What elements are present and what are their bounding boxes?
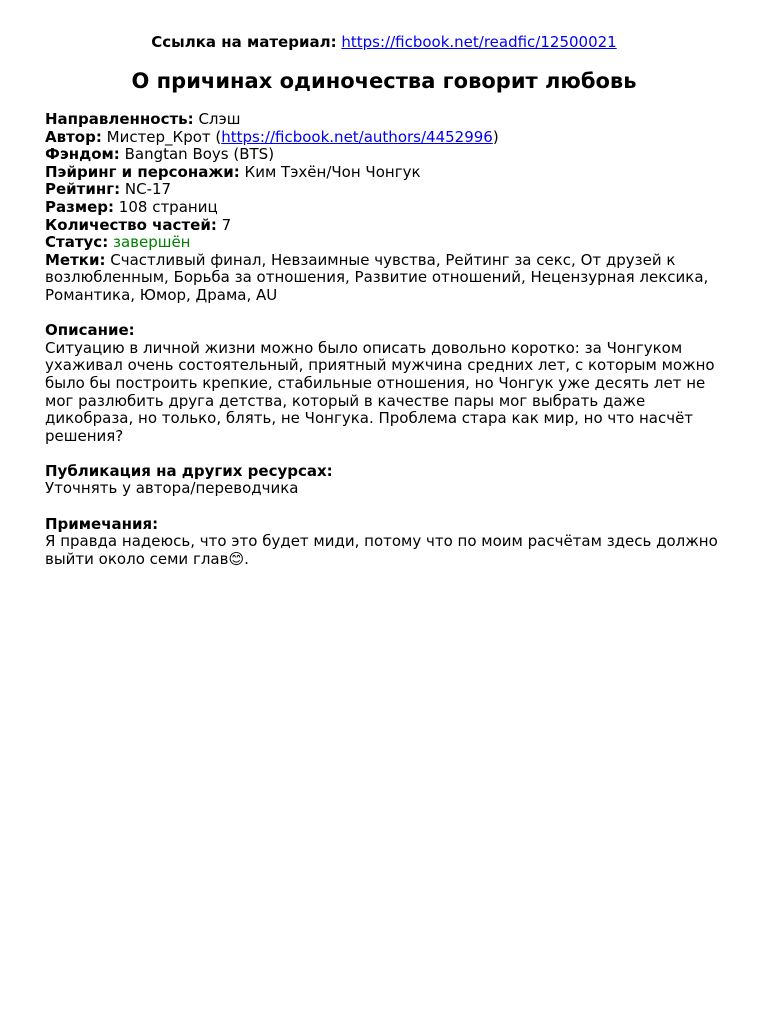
direction-label: Направленность:: [45, 110, 194, 128]
notes-text: Я правда надеюсь, что это будет миди, потому что по моим расчётам здесь должно выйти около семи глав😊.: [45, 532, 718, 568]
fandom-row: [45, 146, 725, 164]
publication-section: [45, 463, 725, 498]
author-paren-open: (: [210, 127, 222, 146]
parts-label: Количество частей:: [45, 215, 217, 234]
tags-row: [45, 252, 725, 305]
parts-row: [45, 217, 725, 235]
status-label: Статус:: [45, 233, 109, 252]
size-row: [45, 199, 725, 217]
page-title: О причинах одиночества говорит любовь: [131, 69, 637, 93]
direction-value: Слэш: [198, 110, 241, 128]
rating-row: [45, 181, 725, 199]
status-value: завершён: [112, 233, 191, 252]
pairing-row: [45, 164, 725, 182]
source-line: [0, 33, 768, 51]
description-text: Ситуацию в личной жизни можно было описать довольно коротко: за Чонгуком ухаживал очень состоятельный, приятный мужчина средних лет, с которым можно было бы построить крепкие, стабильные отношения, но Чонгук уже десять лет не мог разлюбить друга детства, который в качестве пары мог выбрать даже дикобраза, но только, блять, не Чонгука. Проблема стара как мир, но что насчёт решения?: [45, 338, 715, 445]
rating-value: NC-17: [124, 180, 172, 199]
author-paren-close: ): [492, 127, 499, 146]
author-row: [45, 129, 725, 147]
source-label: Ссылка на материал:: [151, 33, 337, 51]
size-value: 108 страниц: [118, 197, 218, 216]
pairing-value: Ким Тэхён/Чон Чонгук: [244, 162, 421, 181]
tags-label: Метки:: [45, 250, 106, 269]
description-heading: Описание:: [45, 321, 135, 340]
notes-heading: Примечания:: [45, 514, 159, 533]
author-name: Мистер_Крот: [106, 127, 211, 146]
source-link[interactable]: https://ficbook.net/readfic/12500021: [341, 33, 617, 51]
pairing-label: Пэйринг и персонажи:: [45, 162, 240, 181]
publication-heading: Публикация на других ресурсах:: [45, 461, 333, 480]
fandom-value: Bangtan Boys (BTS): [124, 145, 275, 164]
publication-text: Уточнять у автора/переводчика: [45, 479, 299, 498]
rating-label: Рейтинг:: [45, 180, 121, 199]
status-row: [45, 234, 725, 252]
notes-section: [45, 516, 725, 569]
size-label: Размер:: [45, 197, 115, 216]
tags-value: Счастливый финал, Невзаимные чувства, Рейтинг за секс, От друзей к возлюбленным, Борьба за отношения, Развитие отношений, Нецензурная лексика, Романтика, Юмор, Драма, AU: [45, 250, 709, 304]
author-label: Автор:: [45, 127, 102, 146]
work-metadata: [45, 111, 725, 568]
direction-row: [45, 111, 725, 129]
author-link[interactable]: https://ficbook.net/authors/4452996: [221, 127, 493, 146]
fandom-label: Фэндом:: [45, 145, 120, 164]
description-section: [45, 322, 725, 445]
parts-value: 7: [221, 215, 232, 234]
